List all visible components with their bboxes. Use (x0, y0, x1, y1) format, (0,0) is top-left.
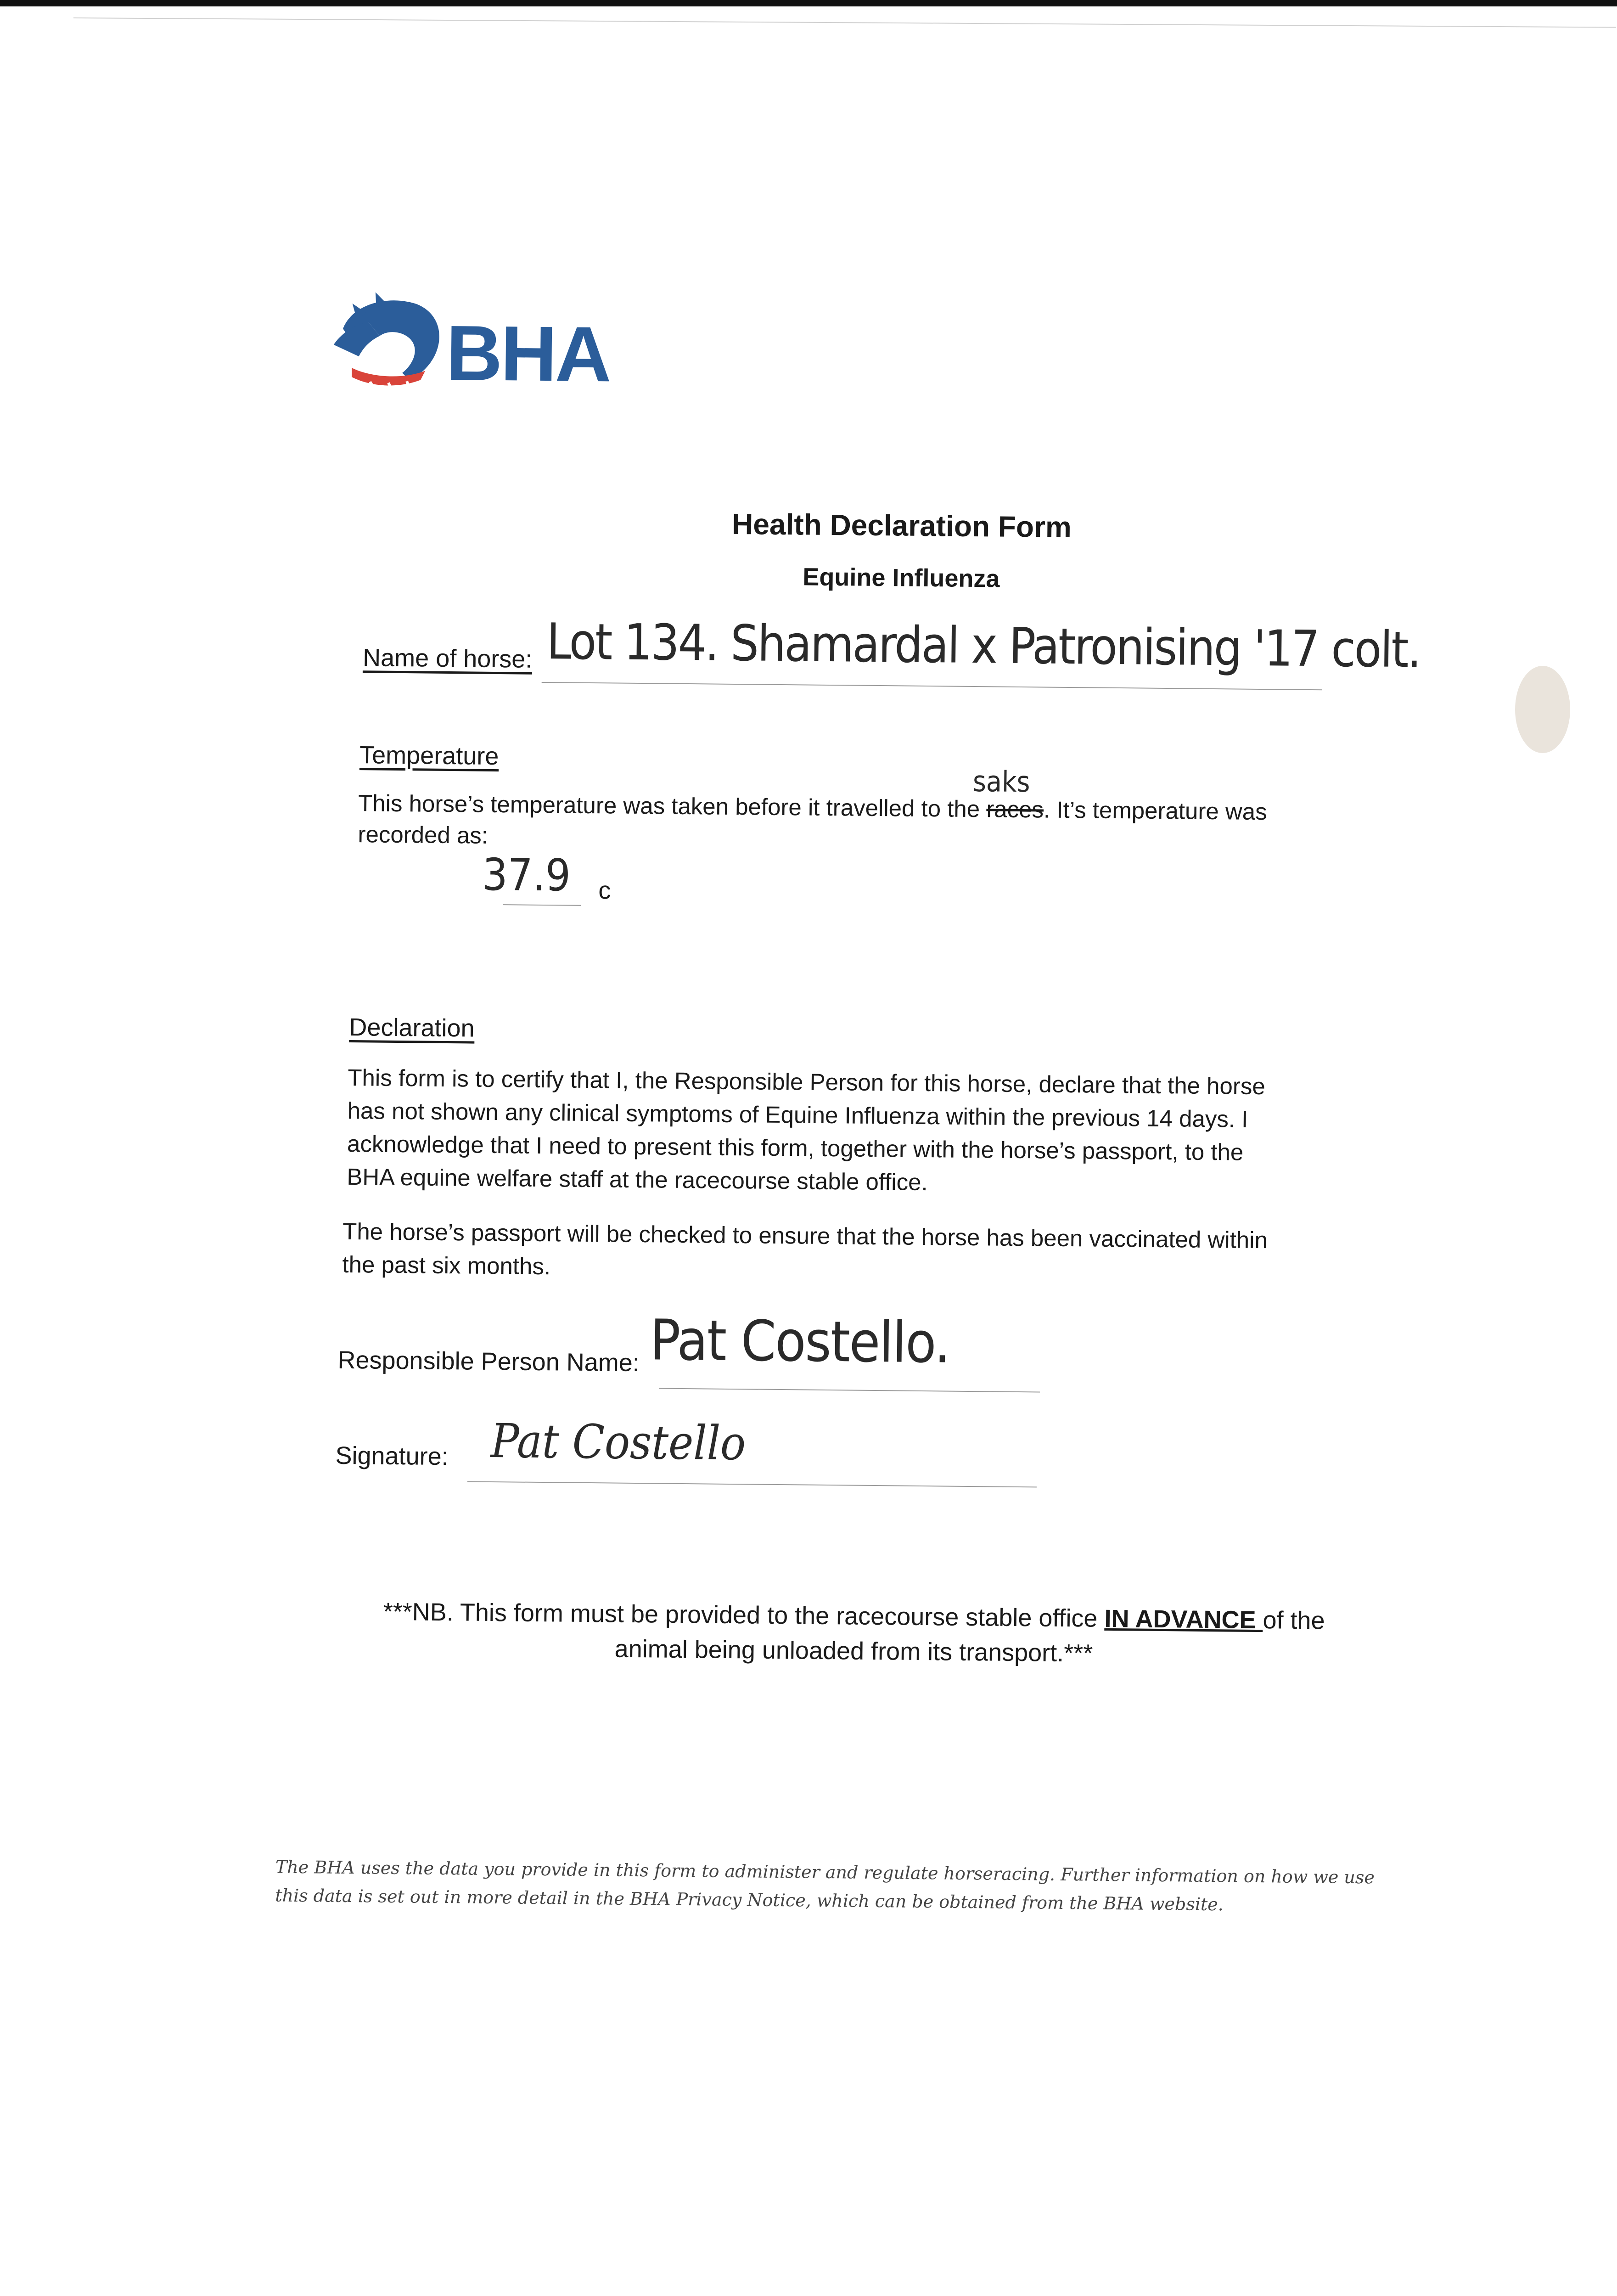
nb-line-2: animal being unloaded from its transport.*** (614, 1635, 1093, 1667)
bha-logo-text: BHA (445, 309, 610, 399)
temperature-heading: Temperature (359, 741, 499, 771)
temperature-value-field[interactable]: 37.9 (482, 849, 571, 901)
scan-smudge (1515, 666, 1570, 753)
privacy-footer-line-2: this data is set out in more detail in the BHA Privacy Notice, which can be obtained from the BHA website. (275, 1885, 1224, 1915)
signature-field[interactable]: Pat Costello (490, 1413, 746, 1471)
declaration-paragraph-2 (342, 1215, 1536, 1293)
signature-line (467, 1481, 1037, 1487)
declaration-heading: Declaration (349, 1013, 475, 1042)
nb-notice (348, 1594, 1359, 1673)
name-of-horse-label: Name of horse: (362, 644, 533, 673)
declaration-p2-line-1: The horse’s passport will be checked to ensure that the horse has been vaccinated within (342, 1218, 1268, 1254)
declaration-paragraph-1 (347, 1061, 1542, 1205)
temperature-text-2: . It’s temperature was (1043, 796, 1267, 825)
responsible-person-line (659, 1388, 1040, 1392)
privacy-footer (275, 1853, 1377, 1920)
responsible-person-field[interactable]: Pat Costello. (650, 1307, 950, 1376)
name-of-horse-line (542, 682, 1322, 690)
form-subtitle: Equine Influenza (803, 563, 1000, 593)
bha-logo (324, 285, 619, 398)
nb-prefix: ***NB. This form must be provided to the racecourse stable office (383, 1598, 1105, 1632)
temperature-value-line (503, 904, 581, 906)
horse-head-icon (324, 285, 449, 396)
temperature-inserted-word[interactable]: saks (972, 764, 1030, 799)
privacy-footer-line-1: The BHA uses the data you provide in this form to administer and regulate horseracing. Further information on how we use (275, 1857, 1375, 1888)
declaration-p1-line-3: acknowledge that I need to present this form, together with the horse’s passport, to the (347, 1130, 1244, 1165)
form-title: Health Declaration Form (731, 507, 1072, 544)
signature-label: Signature: (335, 1441, 449, 1471)
temperature-struck-word: races (986, 796, 1044, 823)
temperature-text-1: This horse’s temperature was taken before it travelled to the (358, 790, 987, 822)
nb-emphasis: IN ADVANCE (1104, 1604, 1263, 1634)
temperature-text-3: recorded as: (358, 821, 488, 849)
declaration-p1-line-4: BHA equine welfare staff at the racecourse stable office. (347, 1163, 928, 1196)
responsible-person-label: Responsible Person Name: (337, 1346, 640, 1377)
declaration-p2-line-2: the past six months. (342, 1251, 551, 1280)
name-of-horse-field[interactable]: Lot 134. Shamardal x Patronising '17 colt. (546, 613, 1420, 679)
declaration-p1-line-1: This form is to certify that I, the Responsible Person for this horse, declare that the horse (348, 1064, 1266, 1100)
temperature-statement (358, 764, 1506, 831)
declaration-p1-line-2: has not shown any clinical symptoms of Equine Influenza within the previous 14 days. I (347, 1097, 1248, 1132)
temperature-unit: c (598, 877, 611, 905)
nb-suffix: of the (1263, 1606, 1325, 1635)
